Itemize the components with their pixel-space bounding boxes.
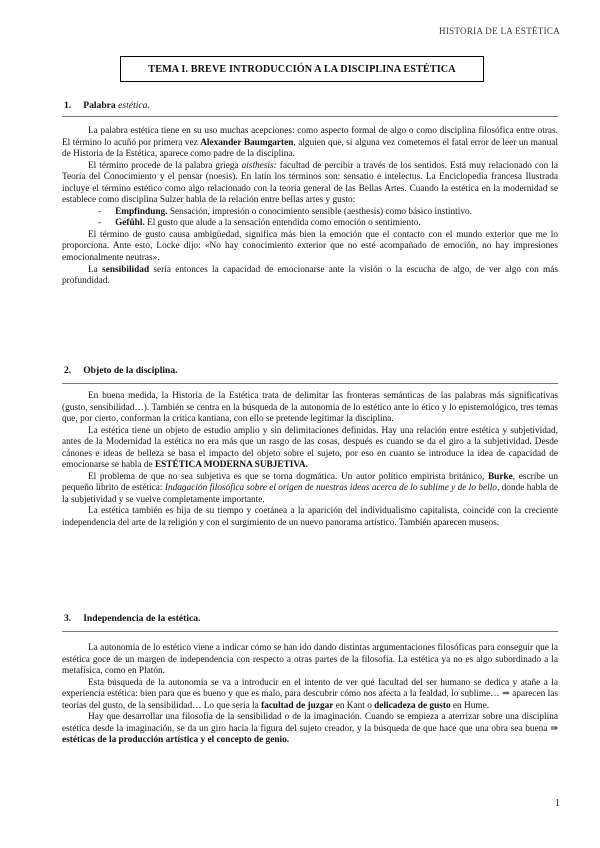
bullet-gefuhl: - Gefühl. El gusto que alude a la sensación entendida como emoción o sentimiento. bbox=[98, 218, 421, 229]
section-3-paragraph: Esta búsqueda de la autonomía se va a introducir en el intento de ver qué facultad del ser humano se dedica y atañe a la experiencia estética: bien para que es bueno y que es malo, para descubrir cómo nos afecta a la fealdad, lo sublime… ⇒ aparecen las teorías del gusto, de la sensibilidad… Lo que sería la facultad de juzgar en Kant o delicadeza de gusto en Hume. bbox=[62, 677, 558, 711]
section-2-body bbox=[62, 391, 558, 530]
section-2-title: Objeto de la disciplina. bbox=[83, 365, 178, 376]
running-header: HISTORIA DE LA ESTÉTICA bbox=[439, 26, 560, 36]
section-3-number: 3. bbox=[64, 613, 72, 624]
document-title: TEMA I. BREVE INTRODUCCIÓN A LA DISCIPLINA ESTÉTICA bbox=[148, 63, 456, 75]
section-1-paragraph: La sensibilidad sería entonces la capacidad de emocionarse ante la visión o la escucha de algo, de ver algo con más profundidad. bbox=[62, 264, 558, 287]
page-number: 1 bbox=[555, 798, 560, 809]
section-2-heading bbox=[64, 365, 178, 376]
section-1-number: 1. bbox=[64, 100, 72, 111]
section-3-heading bbox=[64, 613, 200, 624]
section-2-paragraph: La estética tiene un objeto de estudio amplio y sin delimitaciones definidas. Hay una relación entre estética y subjetividad, antes de la Modernidad la estética no era más que un rasgo de las cosas, después es cuando se da el giro a la subjetividad. Desde cánones e ideas de belleza se basa el impacto del objeto sobre el sujeto, por eso en cuanto se introduce la idea de capacidad de emocionarse se habla de ESTÉTICA MODERNA SUBJETIVA. bbox=[62, 425, 558, 471]
highlight-baumgarten: Alexander Baumgarten bbox=[200, 137, 294, 148]
bullet-empfindung: - Empfindung. Sensación, impresión o conocimiento sensible (aesthesis) como básico instintivo. bbox=[98, 206, 472, 217]
section-3-rule bbox=[62, 631, 558, 632]
book-title: Indagación filosófica sobre el origen de nuestras ideas acerca de lo sublime y de lo bello, bbox=[164, 483, 500, 494]
section-2-rule bbox=[62, 383, 558, 384]
section-1-paragraph: La palabra estética tiene en su uso muchas acepciones: como aspecto formal de algo o como disciplina filosófica entre otras. El término lo acuñó por primera vez Alexander Baumgarten, alguien que, si alguna vez cometemos el fatal error de leer un manual de Historia de la Estética, aparece como padre de la disciplina. bbox=[62, 126, 558, 160]
section-3-title: Independencia de la estética. bbox=[83, 613, 201, 624]
section-2-number: 2. bbox=[64, 365, 72, 376]
section-3-paragraph: La autonomía de lo estético viene a indicar cómo se han ido dando distintas argumentaciones filosóficas para conseguir que la estética goce de un margen de independencia con respecto a otras partes de la filosofía. La estética ya no es algo subordinado a la metafísica, como en Platón. bbox=[62, 643, 558, 677]
highlight-esteticas-produccion: ⇒ estéticas de la producción artística y el concepto de genio. bbox=[62, 723, 558, 746]
section-1-body bbox=[62, 126, 558, 288]
term-aisthesis: aisthesis: bbox=[241, 160, 277, 171]
highlight-burke: Burke bbox=[487, 471, 513, 482]
section-1-paragraph: El término procede de la palabra griega aisthesis: facultad de percibir a través de los sentidos. Está muy relacionado con la Teoría del Conocimiento y el pensar (noesis). En latín los términos son: sensatio e intelectus. La Enciclopedia francesa Ilustrada incluye el término estético como algo relacionado con la teoría general de las Bellas Artes. Cuando la estética en la modernidad se establece como disciplina Sulzer habla de la relación entre bellas artes y gusto: bbox=[62, 160, 558, 206]
section-3-paragraph: Hay que desarrollar una filosofía de la sensibilidad o de la imaginación. Cuando se empieza a aterrizar sobre una disciplina estética desde la imaginación, se da un giro hacia la figura del sujeto creador, y la búsqueda de que hace que una obra sea buena ⇒ estéticas de la producción artística y el concepto de genio. bbox=[62, 712, 558, 746]
section-2-paragraph: La estética también es hija de su tiempo y coetánea a la aparición del individualismo capitalista, coincide con la creciente independencia del arte de la religión y con el surgimiento de un nuevo panorama artístico. También aparecen museos. bbox=[62, 506, 558, 529]
document-title-box bbox=[120, 56, 484, 82]
section-1-title-emphasis: estética. bbox=[118, 100, 150, 111]
section-3-body bbox=[62, 643, 558, 747]
section-1-title: Palabra bbox=[83, 100, 116, 111]
highlight-estetica-moderna: ESTÉTICA MODERNA SUBJETIVA. bbox=[154, 460, 308, 471]
highlight-facultad-de-juzgar: facultad de juzgar bbox=[261, 700, 334, 711]
section-2-paragraph: En buena medida, la Historia de la Estética trata de delimitar las fronteras semánticas de las palabras más significativas (gusto, sensibilidad…). También se centra en la búsqueda de la autonomía de lo estético ante lo ético y lo epistemológico, tres temas que, por cierto, conforman la crítica kantiana, con ello se pretende legitimar la disciplina. bbox=[62, 391, 558, 425]
highlight-delicadeza-de-gusto: delicadeza de gusto bbox=[374, 700, 451, 711]
section-2-paragraph: El problema de que no sea subjetiva es que se torna dogmática. Un autor político empirista británico, Burke, escribe un pequeño librito de estética: Indagación filosófica sobre el origen de nuestras ideas acerca de lo sublime y de lo bello, donde habla de la subjetividad y se vuelve completamente importante. bbox=[62, 471, 558, 505]
highlight-sensibilidad: sensibilidad bbox=[102, 264, 150, 275]
section-1-heading bbox=[64, 100, 150, 111]
section-1-paragraph: El término de gusto causa ambigüedad, significa más bien la emoción que el contacto con el mundo exterior que me lo proporciona. Ante esto, Locke dijo: «No hay conocimiento exterior que no esté acompañado de emoción, no hay impresiones emocionalmente neutras». bbox=[62, 229, 558, 264]
section-1-rule bbox=[62, 116, 558, 117]
